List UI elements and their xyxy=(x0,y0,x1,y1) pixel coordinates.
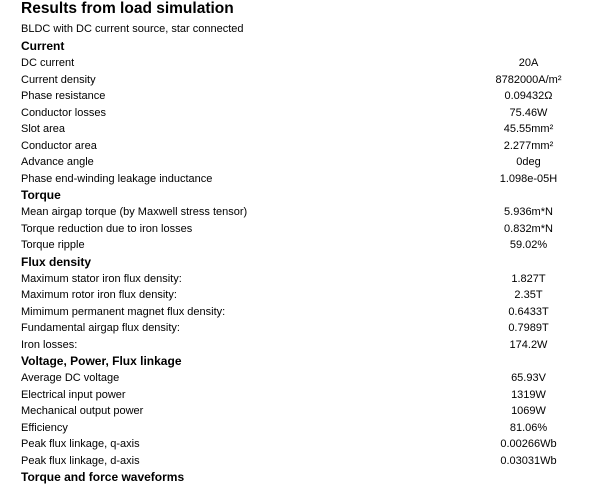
result-row xyxy=(21,154,591,171)
result-label: Mean airgap torque (by Maxwell stress tensor) xyxy=(21,206,248,218)
result-label: Mechanical output power xyxy=(21,405,144,417)
result-row xyxy=(21,271,591,288)
result-row xyxy=(21,55,591,72)
result-value: 0.832m*N xyxy=(504,222,553,235)
result-value: 2.277mm² xyxy=(503,139,554,152)
result-label: Peak flux linkage, q-axis xyxy=(21,438,140,450)
result-value: 174.2W xyxy=(509,338,548,351)
result-value: 1.098e-05H xyxy=(499,172,558,185)
result-label: Average DC voltage xyxy=(21,372,120,384)
result-value: 0.00266Wb xyxy=(500,438,557,450)
result-label: Peak flux linkage, d-axis xyxy=(21,454,140,467)
result-value: 0.6433T xyxy=(508,305,549,318)
section-heading-voltage-power-flux: Voltage, Power, Flux linkage xyxy=(21,354,182,368)
result-row xyxy=(21,403,591,420)
result-value: 1.827T xyxy=(511,272,546,285)
result-row xyxy=(21,72,591,89)
section-heading-torque: Torque xyxy=(21,188,61,202)
result-row xyxy=(21,304,591,321)
result-value: 59.02% xyxy=(509,239,548,251)
result-row xyxy=(21,453,591,470)
result-label: Maximum stator iron flux density: xyxy=(21,272,182,285)
result-row xyxy=(21,420,591,437)
result-row xyxy=(21,121,591,138)
result-row xyxy=(21,337,591,354)
result-value: 2.35T xyxy=(514,289,543,301)
result-label: Mimimum permanent magnet flux density: xyxy=(21,305,226,318)
result-row xyxy=(21,221,591,238)
result-value: 1319W xyxy=(511,388,546,401)
result-label: Efficiency xyxy=(21,421,68,434)
result-row xyxy=(21,204,591,221)
result-value: 45.55mm² xyxy=(503,123,554,135)
page-title: Results from load simulation xyxy=(21,0,234,17)
result-label: Current density xyxy=(21,73,96,86)
result-row xyxy=(21,436,591,453)
result-row xyxy=(21,138,591,155)
result-row xyxy=(21,287,591,304)
result-row xyxy=(21,237,591,254)
section-heading-flux-density: Flux density xyxy=(21,254,92,269)
result-label: Iron losses: xyxy=(21,338,78,351)
result-value: 0.03031Wb xyxy=(500,454,557,467)
result-label: Electrical input power xyxy=(21,388,126,401)
page-subtitle: BLDC with DC current source, star connected xyxy=(21,23,244,35)
result-value: 0.09432Ω xyxy=(504,90,553,102)
result-value: 81.06% xyxy=(509,421,548,434)
result-label: Fundamental airgap flux density: xyxy=(21,322,180,334)
result-label: Maximum rotor iron flux density: xyxy=(21,289,177,301)
result-row xyxy=(21,88,591,105)
result-label: Torque ripple xyxy=(21,239,85,251)
result-value: 75.46W xyxy=(509,106,548,119)
result-label: Advance angle xyxy=(21,156,94,168)
results-list xyxy=(21,38,591,486)
result-label: DC current xyxy=(21,57,75,69)
result-value: 1069W xyxy=(511,405,546,417)
result-value: 20A xyxy=(518,57,539,69)
result-label: Phase resistance xyxy=(21,90,106,102)
result-label: Torque reduction due to iron losses xyxy=(21,222,193,235)
result-label: Phase end-winding leakage inductance xyxy=(21,172,213,185)
result-value: 8782000A/m² xyxy=(495,73,562,86)
result-value: 65.93V xyxy=(511,372,546,384)
section-heading-current: Current xyxy=(21,39,65,53)
result-row xyxy=(21,320,591,337)
result-value: 5.936m*N xyxy=(504,206,553,218)
result-label: Conductor losses xyxy=(21,106,106,119)
result-row xyxy=(21,105,591,122)
result-value: 0.7989T xyxy=(508,322,549,334)
result-value: 0deg xyxy=(516,156,541,168)
result-label: Slot area xyxy=(21,123,66,135)
result-row xyxy=(21,370,591,387)
result-label: Conductor area xyxy=(21,139,97,152)
result-row xyxy=(21,387,591,404)
section-heading-torque-force-waveforms: Torque and force waveforms xyxy=(21,470,185,484)
result-row xyxy=(21,171,591,188)
